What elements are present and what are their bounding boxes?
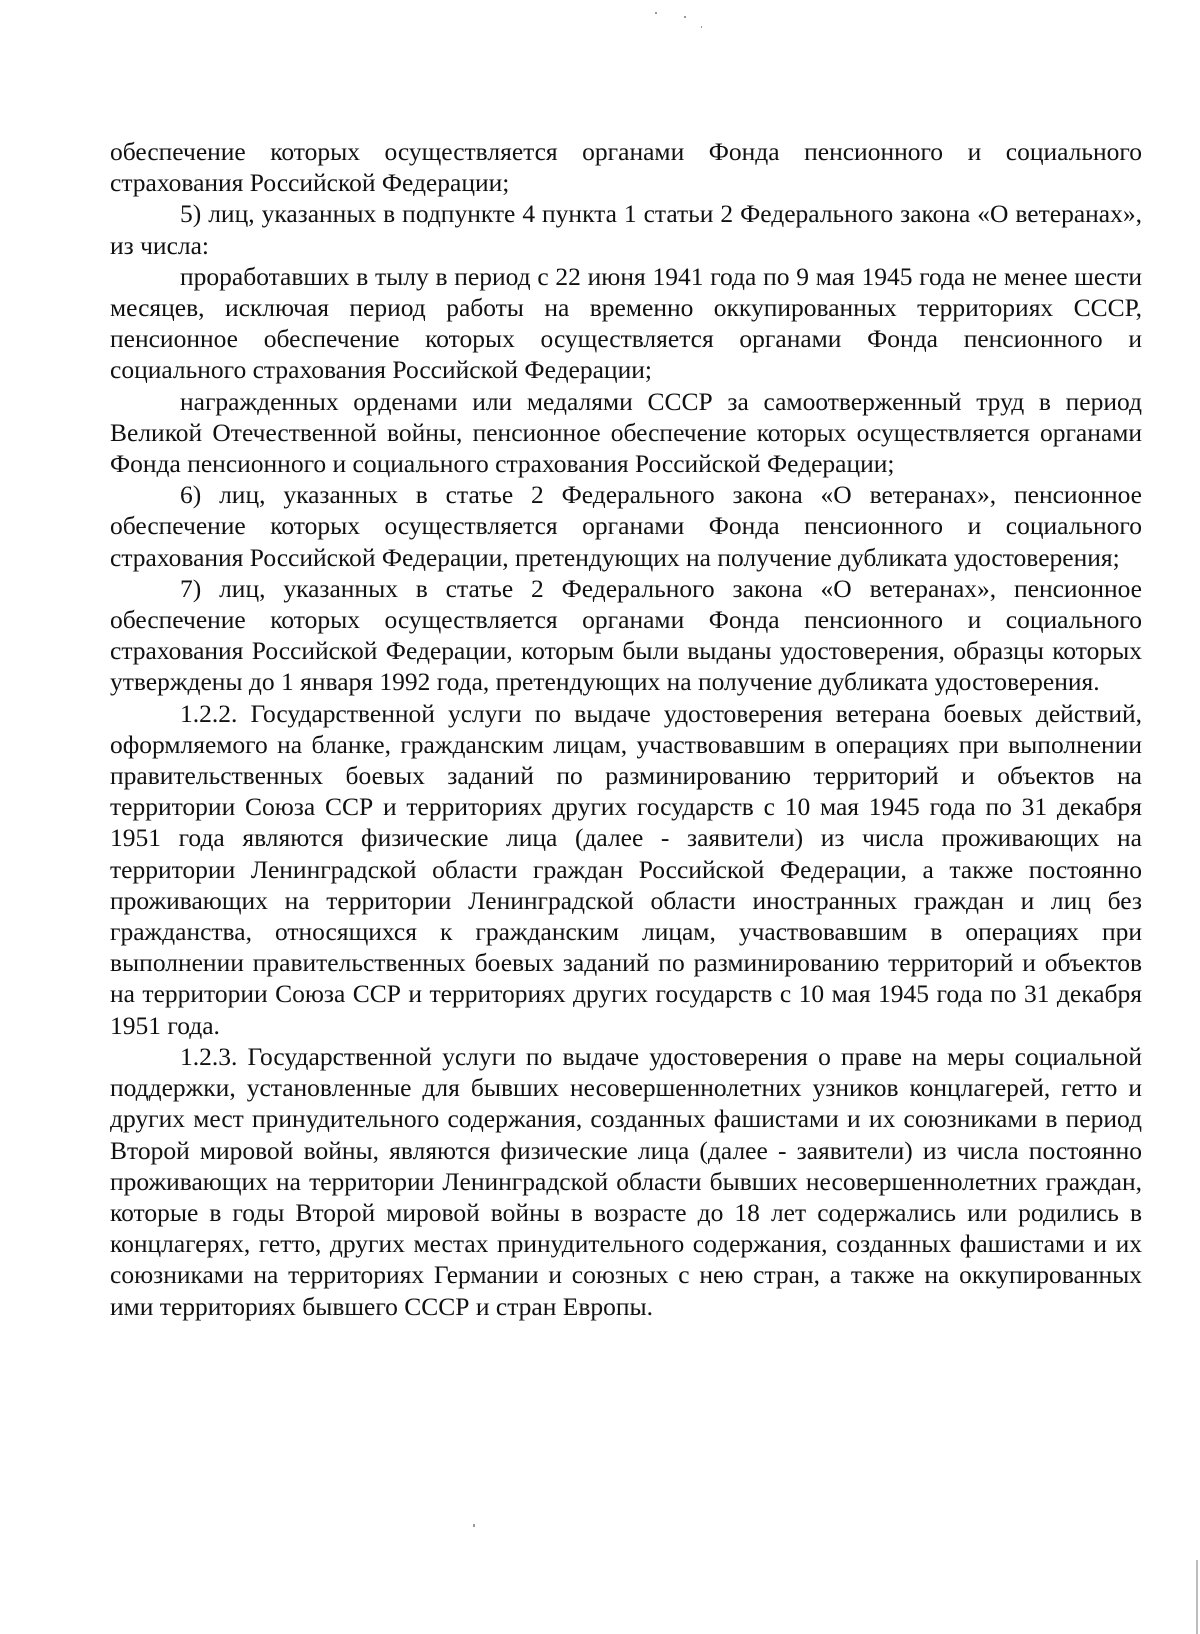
document-body: [110, 136, 1142, 1322]
paragraph-item-5-rear-workers: проработавших в тылу в период с 22 июня 1941 года по 9 мая 1945 года не менее шести месяцев, исключая период работы на временно оккупированных территориях СССР, пенсионное обеспечение которых осуществляется органами Фонда пенсионного и социального страхования Российской Федерации;: [110, 261, 1142, 385]
scan-edge-shadow: [1196, 1560, 1198, 1634]
paragraph-continuation: обеспечение которых осуществляется органами Фонда пенсионного и социального страхования Российской Федерации;: [110, 137, 1142, 198]
scan-speck: [655, 12, 657, 14]
paragraph-item-7: 7) лиц, указанных в статье 2 Федерального закона «О ветеранах», пенсионное обеспечение которых осуществляется органами Фонда пенсионного и социального страхования Российской Федерации, которым были выданы удостоверения, образцы которых утверждены до 1 января 1992 года, претендующих на получение дубликата удостоверения.: [110, 573, 1142, 697]
scan-speck: [701, 26, 702, 28]
scan-speck: [684, 16, 686, 18]
paragraph-section-1-2-3: 1.2.3. Государственной услуги по выдаче удостоверения о праве на меры социальной поддержки, установленные для бывших несовершеннолетних узников концлагерей, гетто и других мест принудительного содержания, созданных фашистами и их союзниками в период Второй мировой войны, являются физические лица (далее - заявители) из числа постоянно проживающих на территории Ленинградской области бывших несовершеннолетних граждан, которые в годы Второй мировой войны в возрасте до 18 лет содержались или родились в концлагерях, гетто, других местах принудительного содержания, созданных фашистами и их союзниками на территориях Германии и союзных с нею стран, а также на оккупированных ими территориях бывшего СССР и стран Европы.: [110, 1041, 1142, 1321]
paragraph-item-6: 6) лиц, указанных в статье 2 Федерального закона «О ветеранах», пенсионное обеспечение которых осуществляется органами Фонда пенсионного и социального страхования Российской Федерации, претендующих на получение дубликата удостоверения;: [110, 480, 1142, 572]
scan-speck: [473, 1524, 475, 1527]
paragraph-item-5-awarded: награжденных орденами или медалями СССР за самоотверженный труд в период Великой Отечественной войны, пенсионное обеспечение которых осуществляется органами Фонда пенсионного и социального страхования Российской Федерации;: [110, 386, 1142, 479]
paragraph-section-1-2-2: 1.2.2. Государственной услуги по выдаче удостоверения ветерана боевых действий, оформляемого на бланке, гражданским лицам, участвовавшим в операциях при выполнении правительственных боевых заданий по разминированию территорий и объектов на территории Союза ССР и территориях других государств с 10 мая 1945 года по 31 декабря 1951 года являются физические лица (далее - заявители) из числа проживающих на территории Ленинградской области граждан Российской Федерации, а также постоянно проживающих на территории Ленинградской области иностранных граждан и лиц без гражданства, относящихся к гражданским лицам, участвовавшим в операциях при выполнении правительственных боевых заданий по разминированию территорий и объектов на территории Союза ССР и территориях других государств с 10 мая 1945 года по 31 декабря 1951 года.: [110, 698, 1142, 1040]
paragraph-item-5: 5) лиц, указанных в подпункте 4 пункта 1 статьи 2 Федерального закона «О ветеранах», из числа:: [110, 199, 1142, 260]
